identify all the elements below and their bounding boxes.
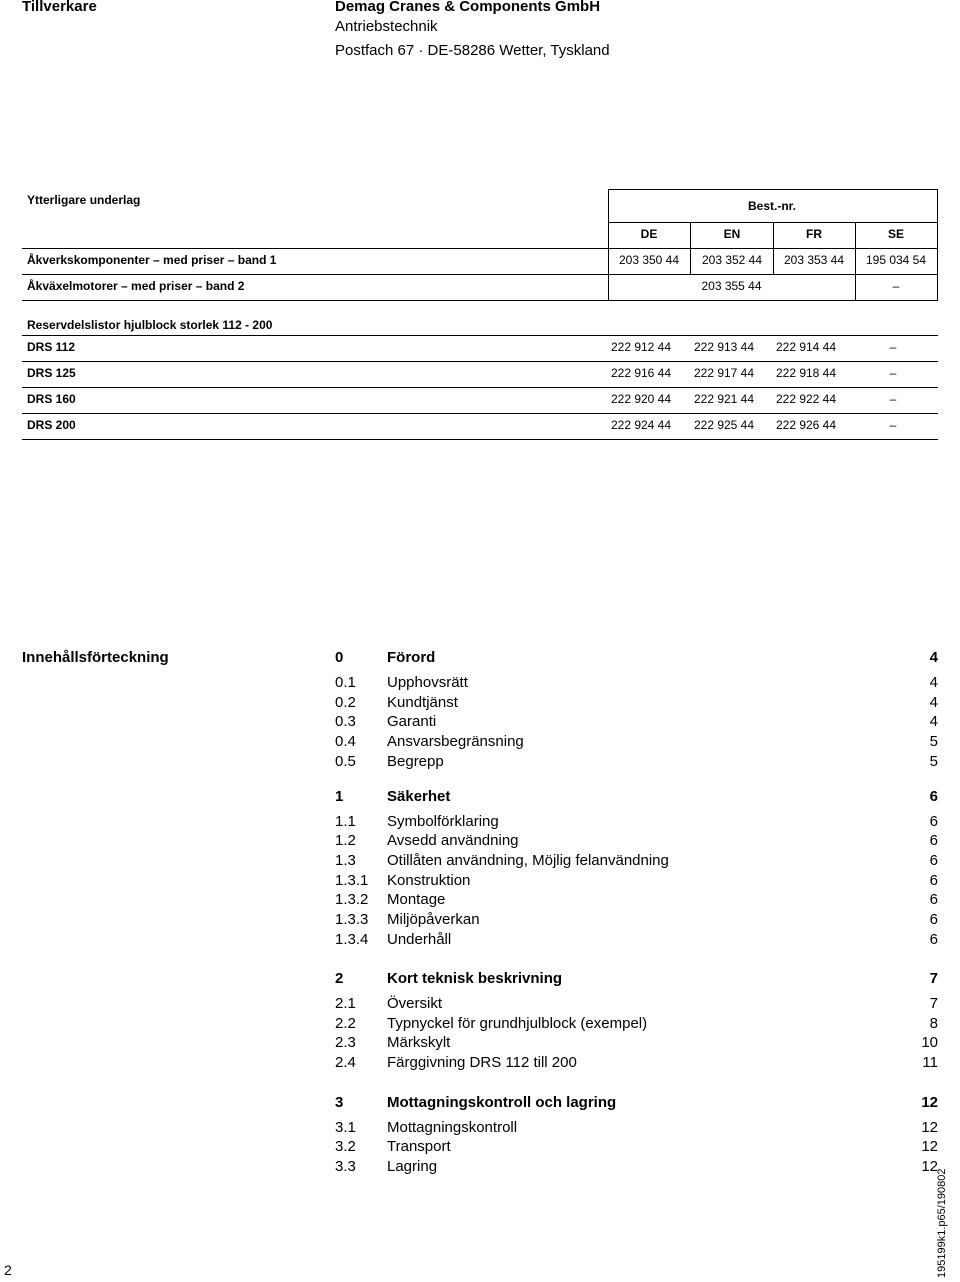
spare-order-number: 222 914 44	[775, 340, 837, 354]
lang-header-fr: FR	[806, 227, 822, 241]
toc-entry-number: 1.3.4	[335, 931, 369, 948]
spare-row-label: DRS 160	[27, 392, 76, 406]
table-rule	[937, 189, 938, 300]
doc-row-label: Åkverkskomponenter – med priser – band 1	[27, 253, 277, 267]
spare-order-number: 222 926 44	[775, 418, 837, 432]
toc-entry-title: Upphovsrätt	[387, 674, 468, 691]
spare-order-number: 222 918 44	[775, 366, 837, 380]
spare-order-number: 222 922 44	[775, 392, 837, 406]
toc-section-page: 6	[929, 788, 938, 805]
spare-order-number: 222 924 44	[610, 418, 672, 432]
spare-order-number: –	[889, 366, 897, 380]
lang-header-de: DE	[640, 227, 658, 241]
toc-entry-page: 12	[921, 1119, 938, 1136]
toc-entry-page: 5	[929, 733, 938, 750]
page-number: 2	[4, 1262, 12, 1278]
table-rule	[22, 300, 938, 301]
toc-section-page: 12	[921, 1094, 938, 1111]
spare-order-number: –	[889, 418, 897, 432]
toc-entry-title: Underhåll	[387, 931, 452, 948]
toc-entry-page: 4	[929, 674, 938, 691]
toc-entry-page: 10	[921, 1034, 938, 1051]
toc-entry-page: 6	[929, 891, 938, 908]
toc-entry-number: 1.2	[335, 832, 356, 849]
toc-section-page: 4	[929, 649, 938, 666]
toc-entry-number: 3.2	[335, 1138, 356, 1155]
toc-entry-title: Översikt	[387, 995, 443, 1012]
toc-entry-number: 1.3.1	[335, 872, 369, 889]
table-rule	[22, 387, 938, 388]
toc-entry-title: Otillåten användning, Möjlig felanvändning	[387, 852, 669, 869]
toc-entry-page: 5	[929, 753, 938, 770]
toc-entry-title: Märkskylt	[387, 1034, 451, 1051]
toc-entry-number: 1.3	[335, 852, 356, 869]
table-rule	[22, 361, 938, 362]
manufacturer-address: Postfach 67 · DE-58286 Wetter, Tyskland	[335, 42, 610, 59]
file-code: 195199k1.p65/190802	[936, 1168, 948, 1278]
toc-entry-number: 0.2	[335, 694, 356, 711]
spare-row-label: DRS 112	[27, 340, 76, 354]
toc-entry-title: Konstruktion	[387, 872, 471, 889]
toc-section-title: Mottagningskontroll och lagring	[387, 1094, 617, 1111]
toc-title: Innehållsförteckning	[22, 649, 169, 666]
toc-entry-number: 1.3.2	[335, 891, 369, 908]
spare-order-number: 222 925 44	[693, 418, 755, 432]
toc-section-title: Säkerhet	[387, 788, 451, 805]
toc-entry-page: 6	[929, 852, 938, 869]
docs-title: Ytterligare underlag	[27, 193, 141, 207]
toc-entry-page: 6	[929, 911, 938, 928]
toc-entry-title: Avsedd användning	[387, 832, 519, 849]
toc-entry-title: Mottagningskontroll	[387, 1119, 518, 1136]
toc-section-title: Kort teknisk beskrivning	[387, 970, 563, 987]
toc-entry-number: 2.2	[335, 1015, 356, 1032]
toc-section-number: 2	[335, 970, 344, 987]
toc-entry-number: 0.5	[335, 753, 356, 770]
doc-order-number: 203 352 44	[701, 253, 763, 267]
toc-entry-number: 2.3	[335, 1034, 356, 1051]
spare-row-label: DRS 125	[27, 366, 76, 380]
toc-entry-number: 3.3	[335, 1158, 356, 1175]
table-rule	[22, 248, 938, 249]
toc-entry-number: 1.3.3	[335, 911, 369, 928]
toc-entry-page: 8	[929, 1015, 938, 1032]
toc-section-number: 3	[335, 1094, 344, 1111]
toc-entry-number: 1.1	[335, 813, 356, 830]
doc-order-number-merged: 203 355 44	[701, 279, 762, 293]
best-nr-label: Best.-nr.	[748, 199, 797, 213]
toc-entry-title: Ansvarsbegränsning	[387, 733, 524, 750]
toc-entry-title: Typnyckel för grundhjulblock (exempel)	[387, 1015, 648, 1032]
toc-entry-title: Begrepp	[387, 753, 444, 770]
doc-order-number: 203 353 44	[783, 253, 845, 267]
doc-order-number: 195 034 54	[865, 253, 927, 267]
toc-section-number: 0	[335, 649, 344, 666]
toc-entry-page: 7	[929, 995, 938, 1012]
toc-entry-title: Lagring	[387, 1158, 438, 1175]
toc-entry-title: Miljöpåverkan	[387, 911, 480, 928]
toc-entry-title: Montage	[387, 891, 446, 908]
lang-header-se: SE	[887, 227, 904, 241]
toc-entry-title: Transport	[387, 1138, 451, 1155]
manufacturer-label: Tillverkare	[22, 0, 97, 15]
table-rule	[608, 222, 938, 223]
toc-section-page: 7	[929, 970, 938, 987]
toc-section-title: Förord	[387, 649, 436, 666]
toc-entry-page: 6	[929, 813, 938, 830]
spare-row-label: DRS 200	[27, 418, 76, 432]
toc-entry-page: 4	[929, 694, 938, 711]
table-rule	[22, 335, 938, 336]
toc-entry-number: 0.4	[335, 733, 356, 750]
doc-order-number: –	[892, 279, 900, 293]
toc-entry-number: 2.1	[335, 995, 356, 1012]
toc-entry-number: 0.1	[335, 674, 356, 691]
doc-order-number: 203 350 44	[618, 253, 680, 267]
manufacturer-name: Demag Cranes & Components GmbH	[335, 0, 601, 15]
toc-entry-title: Kundtjänst	[387, 694, 458, 711]
spare-order-number: 222 913 44	[693, 340, 755, 354]
table-rule	[22, 274, 938, 275]
spare-order-number: –	[889, 392, 897, 406]
spare-order-number: 222 921 44	[693, 392, 755, 406]
toc-entry-title: Färggivning DRS 112 till 200	[387, 1054, 577, 1071]
toc-entry-title: Garanti	[387, 713, 437, 730]
toc-entry-number: 3.1	[335, 1119, 356, 1136]
table-rule	[22, 413, 938, 414]
doc-row-label: Åkväxelmotorer – med priser – band 2	[27, 279, 245, 293]
lang-header-en: EN	[723, 227, 741, 241]
spare-order-number: 222 916 44	[610, 366, 672, 380]
manufacturer-division: Antriebstechnik	[335, 18, 438, 35]
toc-entry-page: 11	[922, 1054, 938, 1071]
toc-entry-page: 6	[929, 931, 938, 948]
toc-entry-title: Symbolförklaring	[387, 813, 499, 830]
spare-order-number: 222 912 44	[610, 340, 672, 354]
toc-entry-page: 6	[929, 872, 938, 889]
toc-entry-page: 12	[921, 1138, 938, 1155]
toc-entry-page: 4	[929, 713, 938, 730]
spare-order-number: 222 920 44	[610, 392, 672, 406]
toc-entry-page: 6	[929, 832, 938, 849]
toc-entry-number: 0.3	[335, 713, 356, 730]
spare-parts-title: Reservdelslistor hjulblock storlek 112 - 200	[27, 318, 273, 332]
spare-order-number: –	[889, 340, 897, 354]
toc-entry-number: 2.4	[335, 1054, 356, 1071]
table-rule	[608, 189, 938, 190]
spare-order-number: 222 917 44	[693, 366, 755, 380]
table-rule	[22, 439, 938, 440]
toc-section-number: 1	[335, 788, 344, 805]
toc-entry-page: 12	[921, 1158, 938, 1175]
